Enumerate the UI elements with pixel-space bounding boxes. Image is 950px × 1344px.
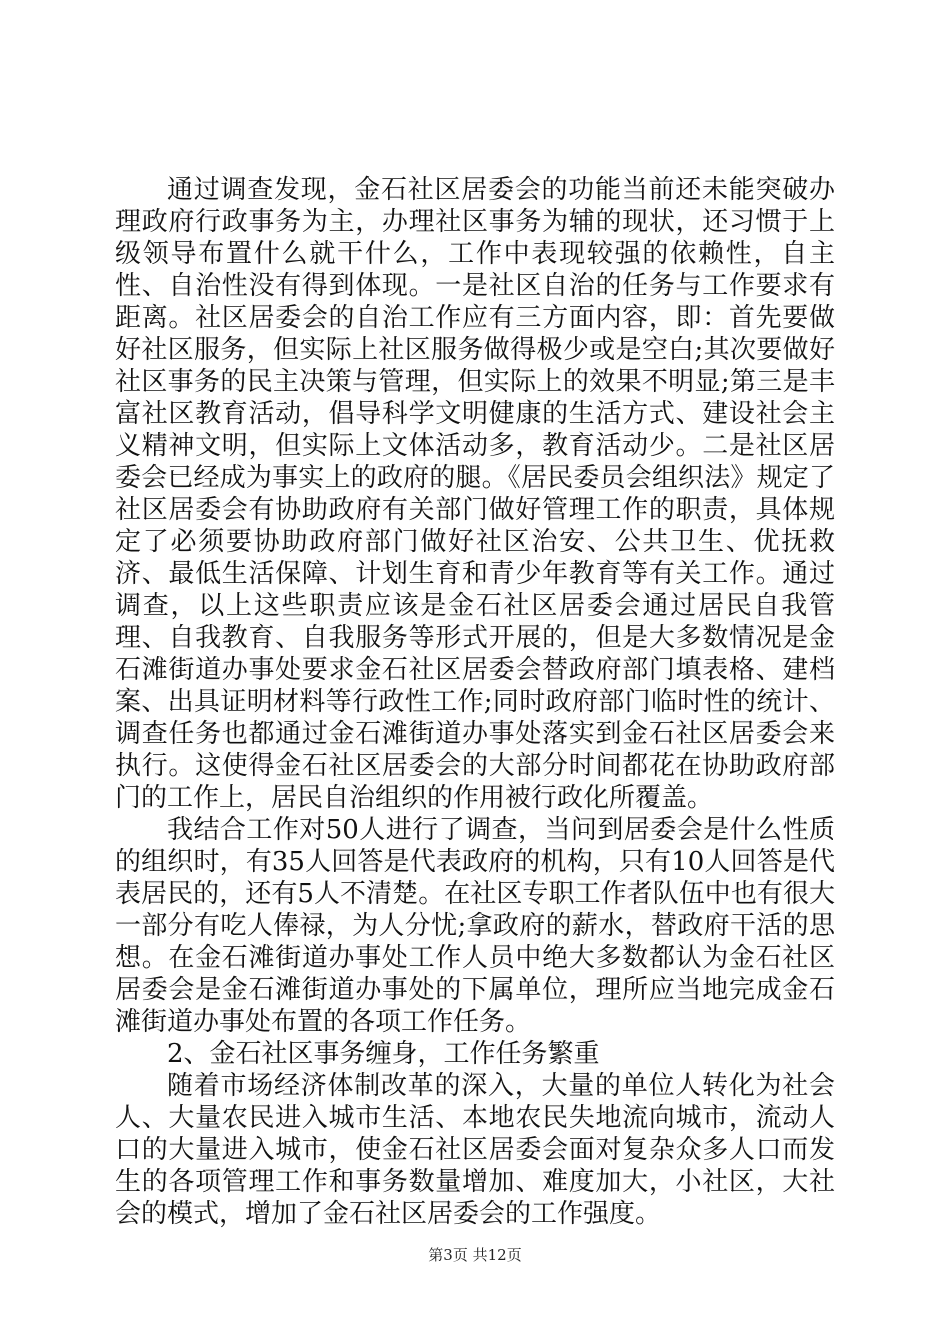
paragraph-2: 我结合工作对50人进行了调查，当问到居委会是什么性质的组织时，有35人回答是代表政府的机构，只有10人回答是代表居民的，还有5人不清楚。在社区专职工作者队伍中也有很大一部分有吃人俸禄，为人分忧;拿政府的薪水，替政府干活的思想。在金石滩街道办事处工作人员中绝大多数都认为金石社区居委会是金石滩街道办事处的下属单位，理所应当地完成金石滩街道办事处布置的各项工作任务。 [115,815,835,1037]
paragraph-1: 通过调查发现，金石社区居委会的功能当前还未能突破办理政府行政事务为主，办理社区事务为辅的现状，还习惯于上级领导布置什么就干什么，工作中表现较强的依赖性，自主性、自治性没有得到体现。一是社区自治的任务与工作要求有距离。社区居委会的自治工作应有三方面内容，即：首先要做好社区服务，但实际上社区服务做得极少或是空白;其次要做好社区事务的民主决策与管理，但实际上的效果不明显;第三是丰富社区教育活动，倡导科学文明健康的生活方式、建设社会主义精神文明，但实际上文体活动多，教育活动少。二是社区居委会已经成为事实上的政府的腿。《居民委员会组织法》规定了社区居委会有协助政府有关部门做好管理工作的职责，具体规定了必须要协助政府部门做好社区治安、公共卫生、优抚救济、最低生活保障、计划生育和青少年教育等有关工作。通过调查，以上这些职责应该是金石社区居委会通过居民自我管理、自我教育、自我服务等形式开展的，但是大多数情况是金石滩街道办事处要求金石社区居委会替政府部门填表格、建档案、出具证明材料等行政性工作;同时政府部门临时性的统计、调查任务也都通过金石滩街道办事处落实到金石社区居委会来执行。这使得金石社区居委会的大部分时间都花在协助政府部门的工作上，居民自治组织的作用被行政化所覆盖。 [115,175,835,813]
document-body [115,174,835,1230]
section-heading: 2、金石社区事务缠身，工作任务繁重 [167,1039,600,1069]
page-number: 第3页 共12页 [428,1246,522,1264]
paragraph-3: 随着市场经济体制改革的深入，大量的单位人转化为社会人、大量农民进入城市生活、本地农民失地流向城市，流动人口的大量进入城市，使金石社区居委会面对复杂众多人口而发生的各项管理工作和事务数量增加、难度加大，小社区，大社会的模式，增加了金石社区居委会的工作强度。 [115,1071,835,1229]
